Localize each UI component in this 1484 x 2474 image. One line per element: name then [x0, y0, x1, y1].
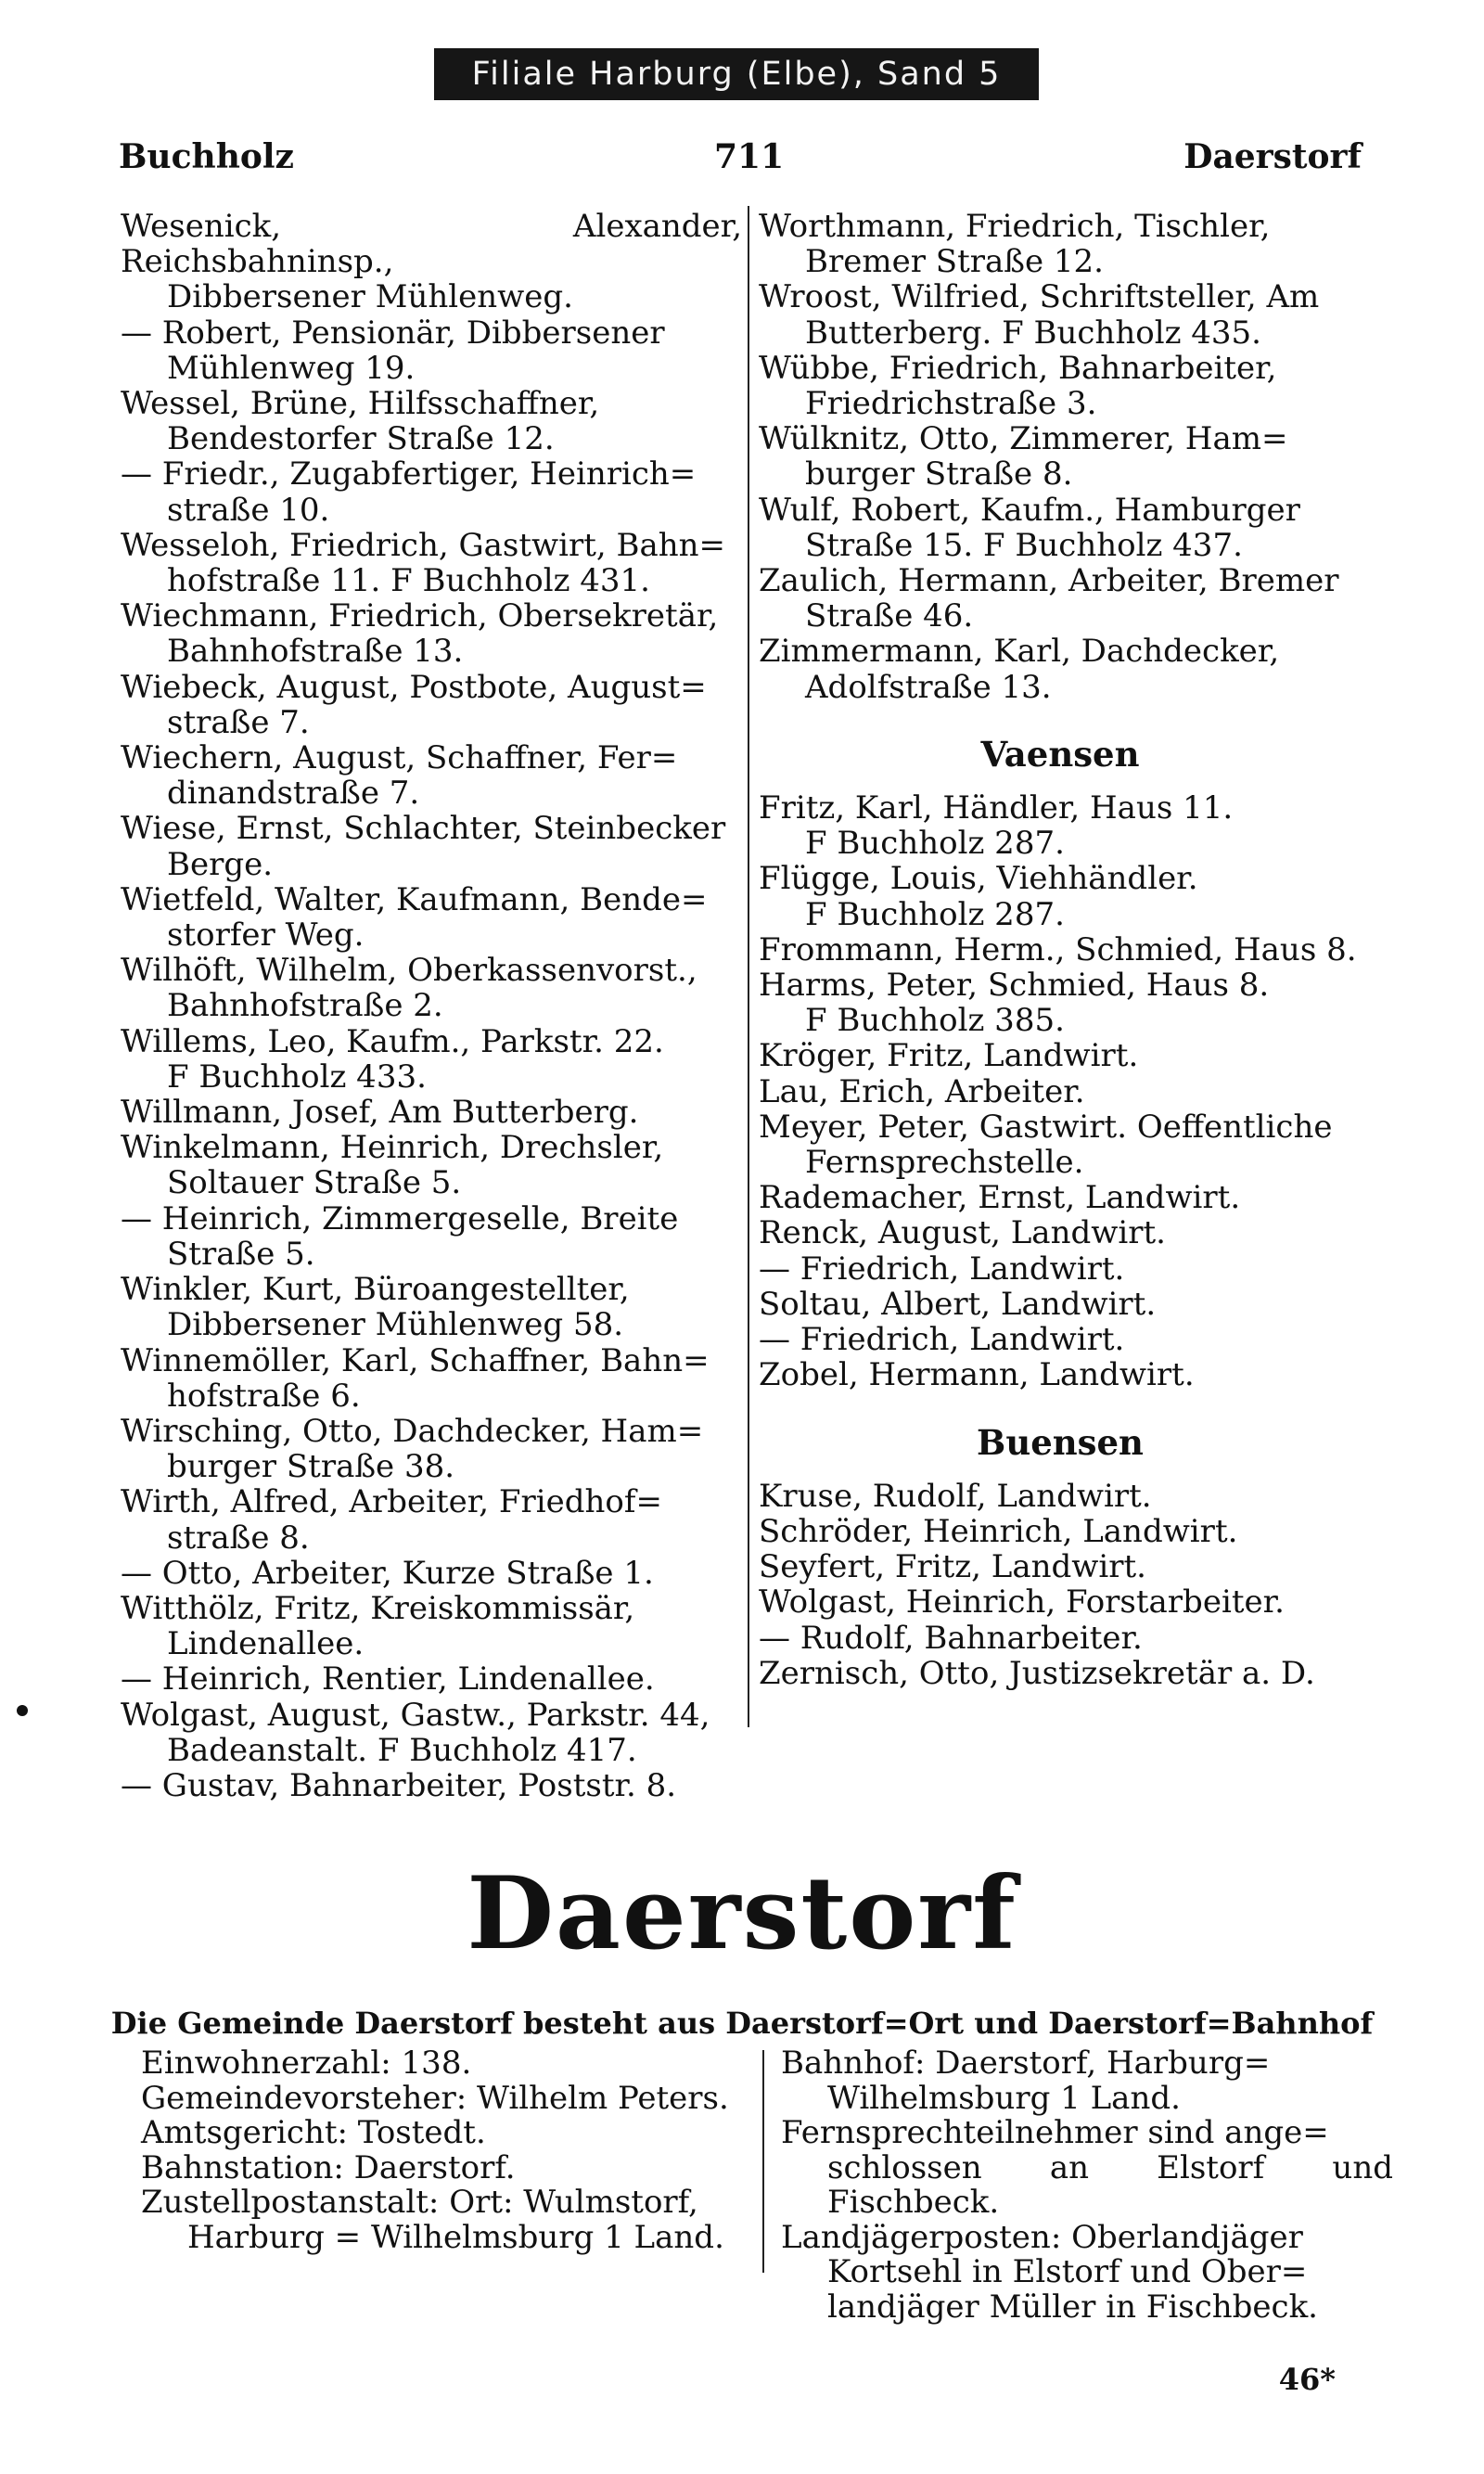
directory-entry-continuation: F Buchholz 433. — [167, 1058, 427, 1096]
directory-entry-continuation: Friedrichstraße 3. — [805, 385, 1097, 423]
buensen-entry — [759, 1584, 1362, 1620]
info-line-continuation: landjäger Müller in Fischbeck. — [827, 2288, 1318, 2326]
directory-entry — [121, 1414, 742, 1484]
buensen-entry-text: Seyfert, Fritz, Landwirt. — [759, 1548, 1146, 1586]
vaensen-entry-continuation: F Buchholz 287. — [805, 895, 1065, 933]
directory-entry-text: Zaulich, Hermann, Arbeiter, Bremer — [759, 562, 1339, 600]
info-right-column — [781, 2046, 1393, 2325]
left-column — [121, 209, 742, 1803]
directory-entry-continuation: straße 10. — [167, 491, 330, 529]
info-line-continuation: Harburg = Wilhelmsburg 1 Land. — [187, 2218, 724, 2256]
directory-entry-text: Wesenick, Alexander, Reichsbahninsp., — [121, 208, 742, 281]
info-line — [141, 2116, 749, 2151]
margin-mark — [17, 1705, 28, 1716]
directory-entry-continuation: Soltauer Straße 5. — [167, 1164, 462, 1202]
info-line — [781, 2290, 1393, 2326]
directory-entry-text: Wiechern, August, Schaffner, Fer= — [121, 739, 678, 777]
directory-entry-text: — Heinrich, Rentier, Lindenallee. — [121, 1660, 655, 1698]
right-column — [759, 209, 1362, 1691]
directory-entry-text: Willems, Leo, Kaufm., Parkstr. 22. — [121, 1022, 664, 1060]
directory-entry-text: — Heinrich, Zimmergeselle, Breite — [121, 1199, 679, 1237]
vaensen-entry-text: Fritz, Karl, Händler, Haus 11. — [759, 789, 1234, 827]
directory-entry-continuation: burger Straße 8. — [805, 455, 1073, 494]
info-line-continuation: Wilhelmsburg 1 Land. — [827, 2079, 1181, 2117]
directory-entry-continuation: Bahnhofstraße 2. — [167, 987, 443, 1025]
info-line-text: Gemeindevorsteher: Wilhelm Peters. — [141, 2079, 729, 2117]
directory-entry — [121, 953, 742, 1023]
vaensen-heading: Vaensen — [980, 733, 1140, 775]
buensen-entry-text: Wolgast, Heinrich, Forstarbeiter. — [759, 1583, 1285, 1622]
directory-entry — [121, 528, 742, 598]
buensen-entry — [759, 1479, 1362, 1514]
directory-entry — [121, 456, 742, 527]
vaensen-entry-text: Zobel, Hermann, Landwirt. — [759, 1356, 1195, 1394]
vaensen-entry — [759, 1251, 1362, 1287]
info-line — [781, 2116, 1393, 2221]
info-line — [141, 2186, 749, 2255]
directory-entry-continuation: Butterberg. F Buchholz 435. — [805, 314, 1261, 352]
directory-entry-text: Wirth, Alfred, Arbeiter, Friedhof= — [121, 1483, 662, 1521]
directory-entry — [121, 386, 742, 456]
vaensen-entry — [759, 968, 1362, 1038]
directory-entry-text: Witthölz, Fritz, Kreiskommissär, — [121, 1589, 635, 1627]
vaensen-entry-text: Frommann, Herm., Schmied, Haus 8. — [759, 930, 1357, 968]
info-line-text: Zustellpostanstalt: Ort: Wulmstorf, — [141, 2184, 698, 2221]
vaensen-entry-text: Harms, Peter, Schmied, Haus 8. — [759, 967, 1270, 1005]
vaensen-entry — [759, 932, 1362, 968]
directory-entry — [121, 315, 742, 386]
directory-entry-text: — Gustav, Bahnarbeiter, Poststr. 8. — [121, 1766, 677, 1804]
info-line-text: Bahnhof: Daerstorf, Harburg= — [781, 2045, 1271, 2082]
directory-entry — [759, 421, 1362, 492]
directory-entry-text: Winkelmann, Heinrich, Drechsler, — [121, 1129, 664, 1167]
directory-entry-text: — Otto, Arbeiter, Kurze Straße 1. — [121, 1554, 654, 1592]
directory-entry — [121, 1591, 742, 1661]
directory-entry-text: Wiese, Ernst, Schlachter, Steinbecker — [121, 810, 726, 848]
buensen-heading: Buensen — [977, 1421, 1144, 1463]
vaensen-entry-text: Soltau, Albert, Landwirt. — [759, 1285, 1157, 1323]
vaensen-entry — [759, 1038, 1362, 1073]
info-line — [141, 2046, 749, 2082]
vaensen-entry — [759, 1357, 1362, 1392]
directory-entry-continuation: Straße 46. — [805, 597, 974, 635]
buensen-entry-text: Kruse, Rudolf, Landwirt. — [759, 1477, 1152, 1515]
info-left-column — [141, 2046, 749, 2255]
directory-entry-continuation: hofstraße 11. F Buchholz 431. — [167, 562, 650, 600]
directory-entry — [121, 811, 742, 881]
vaensen-entry-continuation: F Buchholz 287. — [805, 825, 1065, 863]
directory-entry — [759, 279, 1362, 350]
directory-entry-text: Wessel, Brüne, Hilfsschaffner, — [121, 385, 600, 423]
buensen-entry-text: Schröder, Heinrich, Landwirt. — [759, 1512, 1238, 1550]
directory-entry-continuation: straße 7. — [167, 703, 310, 741]
running-head-left: Buchholz — [119, 137, 294, 176]
directory-entry-text: Wulf, Robert, Kaufm., Hamburger — [759, 491, 1300, 529]
directory-entry-text: Wietfeld, Walter, Kaufmann, Bende= — [121, 880, 708, 918]
vaensen-entry-text: — Friedrich, Landwirt. — [759, 1250, 1125, 1288]
directory-entry-text: Wiechmann, Friedrich, Obersekretär, — [121, 597, 719, 635]
directory-entry — [759, 493, 1362, 563]
vaensen-entry-text: Lau, Erich, Arbeiter. — [759, 1072, 1085, 1110]
directory-entry-text: Wroost, Wilfried, Schriftsteller, Am — [759, 278, 1320, 316]
vaensen-entry — [759, 790, 1362, 861]
directory-entry-text: Winkler, Kurt, Büroangestellter, — [121, 1271, 630, 1309]
directory-entry-continuation: Bendestorfer Straße 12. — [167, 420, 555, 458]
directory-entry-text: — Friedr., Zugabfertiger, Heinrich= — [121, 455, 697, 494]
directory-entry — [121, 1768, 742, 1803]
directory-entry — [121, 1024, 742, 1095]
vaensen-entry-continuation: Fernsprechstelle. — [805, 1144, 1084, 1182]
directory-entry-continuation: Straße 5. — [167, 1235, 315, 1273]
vaensen-entry-text: Meyer, Peter, Gastwirt. Oeffentliche — [759, 1108, 1333, 1146]
directory-entry-text: Wülknitz, Otto, Zimmerer, Ham= — [759, 420, 1288, 458]
info-line-continuation: Kortsehl in Elstorf und Ober= — [827, 2253, 1308, 2290]
directory-entry — [121, 598, 742, 669]
directory-entry-text: Worthmann, Friedrich, Tischler, — [759, 208, 1271, 245]
directory-entry-text: Wilhöft, Wilhelm, Oberkassenvorst., — [121, 952, 697, 990]
directory-entry-text: Wirsching, Otto, Dachdecker, Ham= — [121, 1412, 704, 1450]
directory-entry-continuation: Dibbersener Mühlenweg 58. — [167, 1306, 624, 1344]
directory-entry-continuation: Straße 15. F Buchholz 437. — [805, 526, 1243, 564]
directory-entry-continuation: storfer Weg. — [167, 917, 365, 955]
buensen-entry-text: Zernisch, Otto, Justizsekretär a. D. — [759, 1654, 1315, 1692]
section-title: Daerstorf — [467, 1855, 1017, 1972]
directory-entry — [121, 1698, 742, 1768]
directory-entry — [121, 670, 742, 740]
directory-entry-text: — Robert, Pensionär, Dibbersener — [121, 314, 665, 352]
info-line-text: Bahnstation: Daerstorf. — [141, 2148, 516, 2186]
directory-entry — [121, 1201, 742, 1272]
directory-entry — [121, 1556, 742, 1591]
vaensen-entry-text: Kröger, Fritz, Landwirt. — [759, 1037, 1139, 1075]
directory-entry-text: Wesseloh, Friedrich, Gastwirt, Bahn= — [121, 526, 726, 564]
directory-entry — [121, 1272, 742, 1342]
directory-entry-continuation: Bahnhofstraße 13. — [167, 633, 464, 671]
vaensen-entry — [759, 1180, 1362, 1215]
directory-entry — [121, 1343, 742, 1414]
info-line-text: Fernsprechteilnehmer sind ange= — [781, 2114, 1329, 2151]
vaensen-entry — [759, 1322, 1362, 1357]
directory-entry-continuation: Badeanstalt. F Buchholz 417. — [167, 1731, 637, 1769]
directory-entry — [121, 740, 742, 811]
directory-entry — [121, 882, 742, 953]
buensen-entry — [759, 1549, 1362, 1584]
page-number-top: 711 — [714, 137, 785, 176]
directory-entry — [121, 1661, 742, 1697]
vaensen-entry-text: Renck, August, Landwirt. — [759, 1214, 1166, 1252]
directory-entry — [759, 351, 1362, 421]
vaensen-entry — [759, 1109, 1362, 1180]
section-subtitle: Die Gemeinde Daerstorf besteht aus Daerstorf=Ort und Daerstorf=Bahnhof — [110, 2006, 1374, 2041]
info-line — [781, 2218, 1393, 2290]
publisher-banner: Filiale Harburg (Elbe), Sand 5 — [434, 48, 1039, 100]
vaensen-entry-text: — Friedrich, Landwirt. — [759, 1321, 1125, 1359]
directory-entry — [121, 209, 742, 315]
directory-entry-text: Wolgast, August, Gastw., Parkstr. 44, — [121, 1696, 710, 1734]
info-line-text: Amtsgericht: Tostedt. — [141, 2114, 486, 2151]
info-divider — [762, 2050, 764, 2273]
info-line — [141, 2079, 749, 2117]
directory-entry-text: Wiebeck, August, Postbote, August= — [121, 668, 707, 706]
info-line-continuation: schlossen an Elstorf und Fischbeck. — [827, 2148, 1393, 2221]
vaensen-entry-text: Flügge, Louis, Viehhändler. — [759, 860, 1198, 898]
directory-entry-continuation: straße 8. — [167, 1519, 310, 1557]
buensen-entry — [759, 1514, 1362, 1549]
directory-entry-text: Winnemöller, Karl, Schaffner, Bahn= — [121, 1341, 710, 1379]
info-line — [141, 2148, 749, 2186]
directory-entry-continuation: Dibbersener Mühlenweg. — [167, 278, 573, 316]
running-head-right: Daerstorf — [1183, 137, 1362, 176]
directory-entry-text: Wübbe, Friedrich, Bahnarbeiter, — [759, 349, 1277, 387]
directory-entry-text: Willmann, Josef, Am Butterberg. — [121, 1094, 639, 1132]
page-number-bottom: 46* — [1278, 2362, 1336, 2397]
directory-entry-continuation: Adolfstraße 13. — [805, 668, 1052, 706]
directory-entry-continuation: Lindenallee. — [167, 1625, 365, 1663]
directory-entry — [121, 1130, 742, 1200]
directory-entry-continuation: burger Straße 38. — [167, 1448, 455, 1486]
buensen-entry — [759, 1656, 1362, 1691]
directory-entry-continuation: Bremer Straße 12. — [805, 243, 1104, 281]
directory-entry — [759, 634, 1362, 704]
directory-entry — [121, 1095, 742, 1130]
directory-entry-continuation: dinandstraße 7. — [167, 775, 420, 813]
directory-entry — [121, 1484, 742, 1555]
directory-entry-text: Zimmermann, Karl, Dachdecker, — [759, 633, 1280, 671]
vaensen-entry-text: Rademacher, Ernst, Landwirt. — [759, 1179, 1241, 1217]
directory-entry-continuation: Mühlenweg 19. — [167, 349, 416, 387]
column-divider — [748, 206, 749, 1727]
vaensen-entry-continuation: F Buchholz 385. — [805, 1002, 1065, 1040]
vaensen-entry — [759, 1215, 1362, 1250]
directory-entry — [759, 209, 1362, 279]
buensen-entry — [759, 1621, 1362, 1656]
vaensen-entry — [759, 1287, 1362, 1322]
directory-entry-continuation: Berge. — [167, 845, 274, 883]
directory-entry-continuation: hofstraße 6. — [167, 1377, 361, 1415]
info-line-text: Landjägerposten: Oberlandjäger — [781, 2218, 1303, 2256]
directory-entry — [759, 563, 1362, 634]
vaensen-entry — [759, 861, 1362, 931]
info-line — [781, 2046, 1393, 2116]
buensen-entry-text: — Rudolf, Bahnarbeiter. — [759, 1619, 1143, 1657]
vaensen-entry — [759, 1074, 1362, 1109]
info-line-text: Einwohnerzahl: 138. — [141, 2045, 472, 2082]
